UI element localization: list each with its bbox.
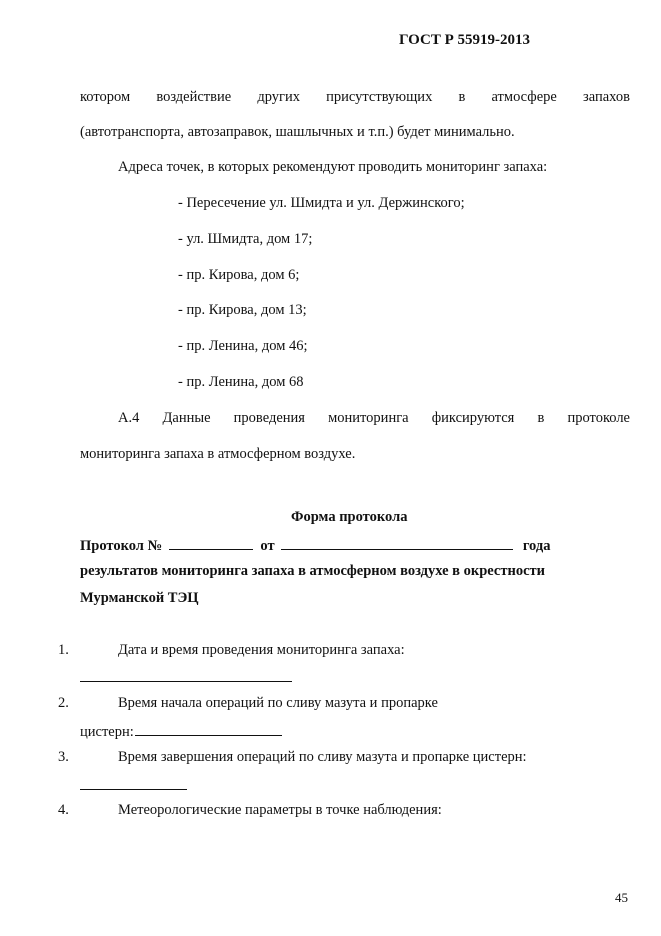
word: А.4 xyxy=(118,410,140,426)
item-text: Дата и время проведения мониторинга запаха: xyxy=(118,642,405,658)
year-label: года xyxy=(522,538,551,554)
address-item: - ул. Шмидта, дом 17; xyxy=(178,231,313,247)
word: других xyxy=(257,89,300,105)
item-3-blank[interactable] xyxy=(80,789,187,790)
form-title: Форма протокола xyxy=(291,509,408,525)
intro-line-1 xyxy=(80,88,630,106)
protocol-date-blank[interactable] xyxy=(281,535,513,550)
word: котором xyxy=(80,89,131,105)
protocol-line xyxy=(80,535,550,555)
item-1-blank[interactable] xyxy=(80,681,292,682)
intro-line-2: (автотранспорта, автозаправок, шашлычных и т.п.) будет минимально. xyxy=(80,124,515,140)
a4-line-1 xyxy=(118,409,630,427)
a4-line-2: мониторинга запаха в атмосферном воздухе. xyxy=(80,446,356,462)
address-item: - Пересечение ул. Шмидта и ул. Держинского; xyxy=(178,195,465,211)
item-text: Метеорологические параметры в точке наблюдения: xyxy=(118,802,442,818)
word: в xyxy=(537,410,545,426)
word: мониторинга xyxy=(328,410,409,426)
word: Данные xyxy=(162,410,211,426)
address-item: - пр. Ленина, дом 46; xyxy=(178,338,308,354)
item-text: Время начала операций по сливу мазута и пропарке xyxy=(118,695,438,711)
word: воздействие xyxy=(156,89,232,105)
page-number: 45 xyxy=(615,890,628,905)
word: протоколе xyxy=(567,410,630,426)
protocol-number-blank[interactable] xyxy=(169,535,253,550)
word: в xyxy=(458,89,466,105)
word: проведения xyxy=(233,410,305,426)
item-2-blank[interactable] xyxy=(135,721,282,736)
word: атмосфере xyxy=(491,89,557,105)
item-number: 2. xyxy=(58,695,69,711)
item-text-cont: цистерн: xyxy=(80,724,134,740)
item-text: Время завершения операций по сливу мазута и пропарке цистерн: xyxy=(118,749,527,765)
addresses-title: Адреса точек, в которых рекомендуют проводить мониторинг запаха: xyxy=(118,159,548,175)
word: запахов xyxy=(582,89,630,105)
item-number: 4. xyxy=(58,802,69,818)
item-number: 3. xyxy=(58,749,69,765)
word: фиксируются xyxy=(431,410,515,426)
item-number: 1. xyxy=(58,642,69,658)
protocol-subtitle-2: Мурманской ТЭЦ xyxy=(80,590,199,606)
item-2-continuation xyxy=(80,721,282,741)
word: присутствующих xyxy=(326,89,433,105)
address-item: - пр. Кирова, дом 6; xyxy=(178,267,300,283)
from-label: от xyxy=(260,538,275,554)
address-item: - пр. Ленина, дом 68 xyxy=(178,374,304,390)
address-item: - пр. Кирова, дом 13; xyxy=(178,302,307,318)
protocol-subtitle: результатов мониторинга запаха в атмосферном воздухе в окрестности xyxy=(80,563,545,579)
protocol-label: Протокол № xyxy=(80,538,163,554)
document-header: ГОСТ Р 55919-2013 xyxy=(398,32,530,48)
